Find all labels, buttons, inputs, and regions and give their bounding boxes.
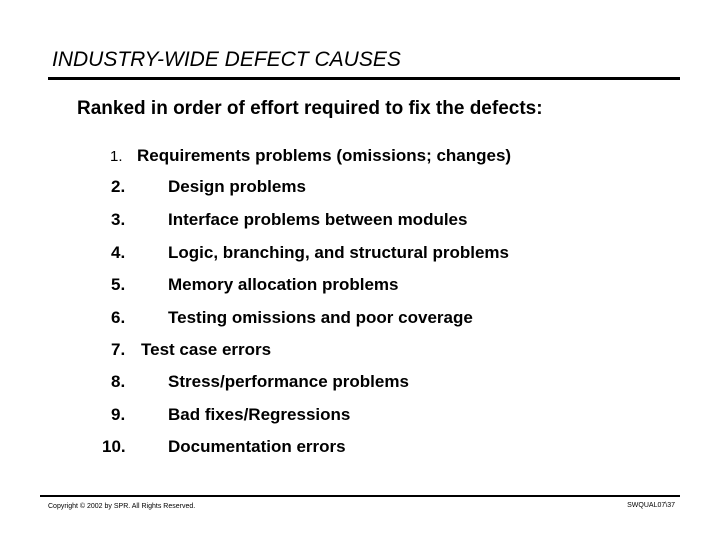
slide-id: SWQUAL07\37: [627, 502, 675, 509]
list-item-text: Documentation errors: [168, 437, 346, 456]
list-item-text: Interface problems between modules: [168, 210, 468, 229]
list-item-text: Design problems: [168, 177, 306, 196]
title-divider: [48, 77, 680, 80]
footer-divider: [40, 495, 680, 497]
list-item-text: Test case errors: [141, 340, 272, 359]
list-item-number: 1.: [110, 148, 123, 165]
list-item-number: 4.: [111, 243, 126, 262]
list-item-number: 7.: [111, 340, 126, 359]
list-item-number: 6.: [111, 308, 126, 327]
list-item-number: 2.: [111, 177, 126, 196]
list-item-number: 8.: [111, 372, 126, 391]
list-item-text: Memory allocation problems: [168, 275, 399, 294]
list-item-number: 10.: [102, 437, 126, 456]
slide-subtitle: Ranked in order of effort required to fix the defects:: [77, 98, 543, 119]
list-item-number: 3.: [111, 210, 126, 229]
list-item-text: Bad fixes/Regressions: [168, 405, 351, 424]
list-item-number: 5.: [111, 275, 126, 294]
list-item-text: Logic, branching, and structural problems: [168, 243, 509, 262]
list-item-text: Testing omissions and poor coverage: [168, 308, 473, 327]
list-item-text: Stress/performance problems: [168, 372, 409, 391]
list-item-number: 9.: [111, 405, 126, 424]
slide-title: INDUSTRY-WIDE DEFECT CAUSES: [52, 48, 401, 71]
list-item-text: Requirements problems (omissions; changes): [137, 146, 512, 165]
copyright-notice: Copyright © 2002 by SPR. All Rights Reserved.: [48, 503, 196, 510]
